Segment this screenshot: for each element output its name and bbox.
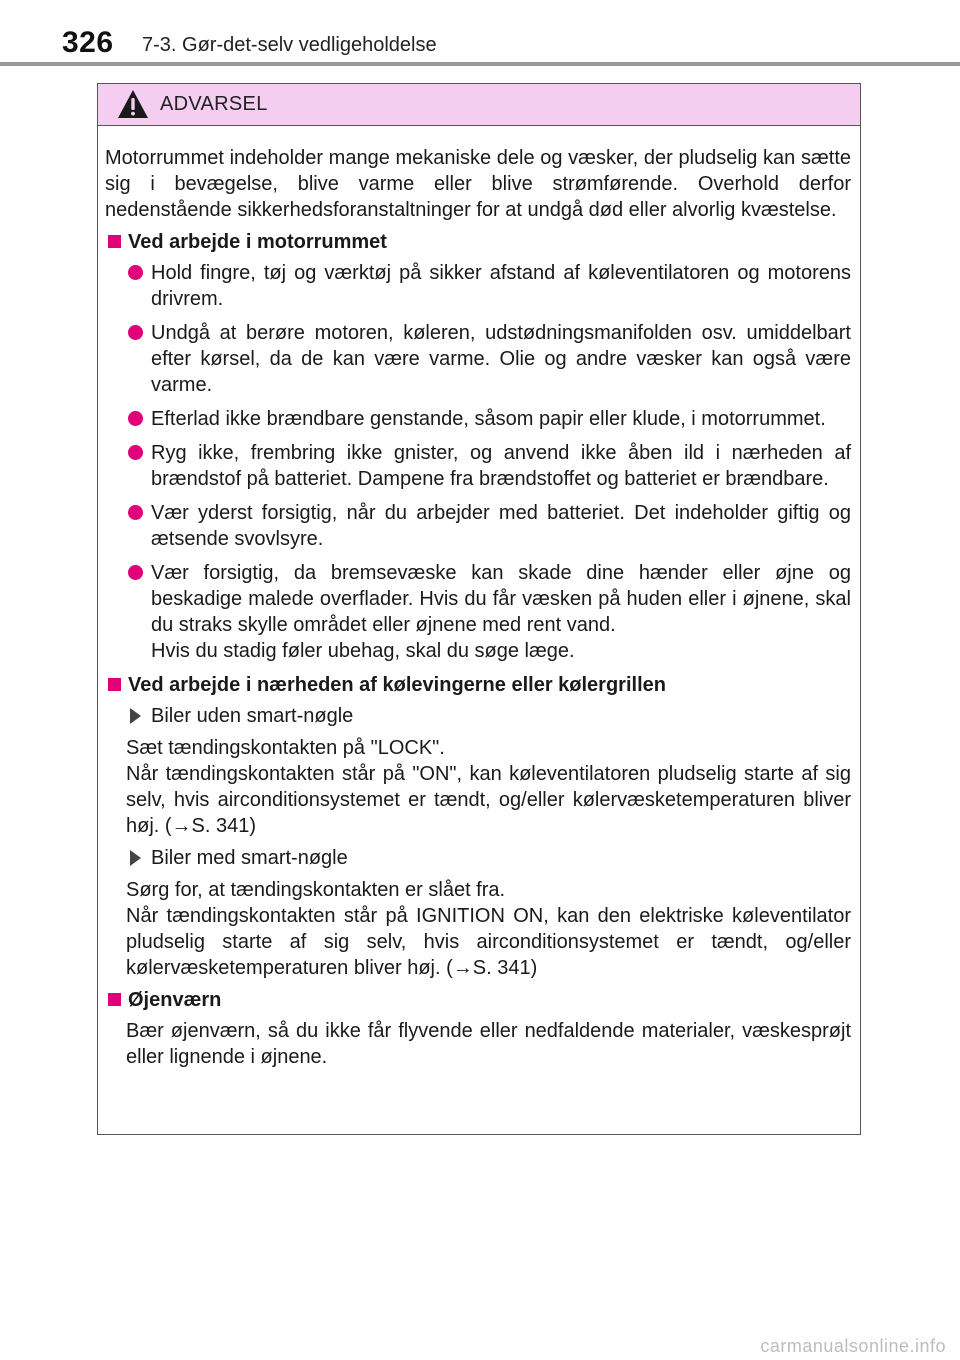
warning-triangle-icon <box>117 89 149 119</box>
triangle-pointer-icon <box>130 708 141 724</box>
section-title: 7-3. Gør-det-selv vedligeholdelse <box>142 34 437 56</box>
sub-heading-text: Biler med smart-nøgle <box>151 847 348 869</box>
warning-title: ADVARSEL <box>160 93 268 115</box>
page-number: 326 <box>62 26 114 59</box>
section-heading <box>105 672 851 698</box>
paragraph <box>105 735 851 839</box>
square-bullet-icon <box>108 235 121 248</box>
bullet-text: Vær yderst forsigtig, når du arbejder med batteriet. Det indeholder giftig og ætsende svovlsyre. <box>151 502 851 550</box>
page-header <box>0 0 960 64</box>
warning-header <box>98 84 860 126</box>
round-bullet-icon <box>128 505 143 520</box>
bullet-item <box>105 406 851 432</box>
paragraph-line: Når tændingskontakten står på "ON", kan køleventilatoren pludselig starte af sig selv, hvis airconditionsystemet er tændt, og/eller kølervæsketemperaturen bliver høj. (→S. 341) <box>126 763 851 837</box>
header-rule <box>0 62 960 66</box>
round-bullet-icon <box>128 325 143 340</box>
section-heading-text: Ved arbejde i motorrummet <box>128 231 387 253</box>
sub-heading <box>105 703 851 729</box>
bullet-text: Hold fingre, tøj og værktøj på sikker afstand af køleventilatoren og motorens drivrem. <box>151 262 851 310</box>
bullet-text: Vær forsigtig, da bremsevæske kan skade dine hænder eller øjne og beskadige malede overflader. Hvis du får væsken på huden eller i øjnene, skal du straks skylle området eller øjnene med rent vand. <box>151 562 851 636</box>
bullet-item <box>105 320 851 398</box>
warning-intro: Motorrummet indeholder mange mekaniske dele og væsker, der pludselig kan sætte sig i bevægelse, blive varme eller blive strømførende. Overhold derfor nedenstående sikkerhedsforanstaltninger for at undgå død eller alvorlig kvæstelse. <box>105 147 851 221</box>
paragraph: Bær øjenværn, så du ikke får flyvende eller nedfaldende materialer, væskesprøjt eller lignende i øjnene. <box>126 1020 851 1068</box>
sub-heading-text: Biler uden smart-nøgle <box>151 705 354 727</box>
bullet-item <box>105 260 851 312</box>
square-bullet-icon <box>108 993 121 1006</box>
section-heading <box>105 987 851 1013</box>
round-bullet-icon <box>128 445 143 460</box>
triangle-pointer-icon <box>130 850 141 866</box>
bullet-extra-text: Hvis du stadig føler ubehag, skal du søge læge. <box>151 640 575 662</box>
bullet-text: Undgå at berøre motoren, køleren, udstødningsmanifolden osv. umiddelbart efter kørsel, da de kan være varme. Olie og andre væsker kan også være varme. <box>151 322 851 396</box>
bullet-text: Efterlad ikke brændbare genstande, såsom papir eller klude, i motorrummet. <box>151 408 826 430</box>
paragraph <box>105 877 851 981</box>
sub-heading <box>105 845 851 871</box>
paragraph-line: Sørg for, at tændingskontakten er slået fra. <box>126 879 506 901</box>
bullet-item <box>105 440 851 492</box>
section-heading-text: Ved arbejde i nærheden af kølevingerne eller kølergrillen <box>128 674 666 696</box>
section-heading-text: Øjenværn <box>128 989 222 1011</box>
paragraph-line: Når tændingskontakten står på IGNITION ON, kan den elektriske køleventilator pludselig starte af sig selv, hvis airconditionsystemet er tændt, og/eller kølervæsketemperaturen bliver høj. (→S. 341) <box>126 905 851 979</box>
round-bullet-icon <box>128 565 143 580</box>
section-heading <box>105 229 851 255</box>
bullet-item <box>105 500 851 552</box>
round-bullet-icon <box>128 411 143 426</box>
warning-body <box>98 126 860 1070</box>
bullet-text: Ryg ikke, frembring ikke gnister, og anvend ikke åben ild i nærheden af brændstof på batteriet. Dampene fra brændstoffet og batteriet er brændbare. <box>151 442 851 490</box>
watermark: carmanualsonline.info <box>760 1336 946 1356</box>
warning-box <box>97 83 861 1135</box>
round-bullet-icon <box>128 265 143 280</box>
paragraph-line: Sæt tændingskontakten på "LOCK". <box>126 737 445 759</box>
bullet-item <box>105 560 851 664</box>
square-bullet-icon <box>108 678 121 691</box>
